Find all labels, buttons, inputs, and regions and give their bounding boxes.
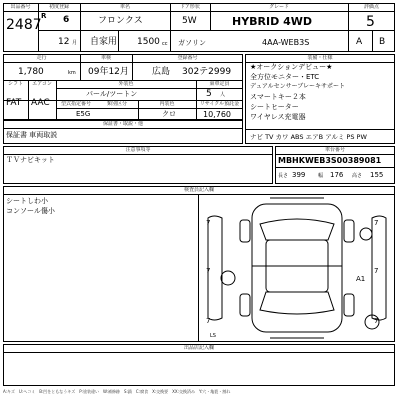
equipment-line: スマートキー２本 bbox=[250, 93, 306, 101]
model-label: 車名 bbox=[119, 4, 130, 10]
int-color-label: 内装色 bbox=[159, 101, 175, 107]
equipment-line: ワイヤレス充電器 bbox=[250, 113, 306, 121]
inspector-label: 検査員記入欄 bbox=[183, 187, 214, 193]
wheel-mark bbox=[360, 228, 372, 240]
ac-value: AAC bbox=[31, 98, 50, 108]
reg-month: 12 bbox=[58, 37, 70, 47]
capacity-label: 乗車定員 bbox=[209, 81, 230, 87]
grade-label: グレード bbox=[268, 4, 289, 10]
length-value: 399 bbox=[292, 171, 306, 179]
inspection-label: 車検 bbox=[100, 55, 111, 61]
doors-value: 5W bbox=[182, 16, 197, 26]
warranty-text: 保証書 車両取説 bbox=[6, 131, 58, 139]
equipment-options: ナビ TV カワ ABS エアB アルミ PS PW bbox=[250, 133, 367, 141]
vin-value: MBHKWEB3S00389081 bbox=[278, 156, 382, 165]
plate-number: 302テ2999 bbox=[182, 67, 232, 77]
int-color: クロ bbox=[162, 110, 176, 118]
plate-area: 広島 bbox=[152, 67, 171, 77]
lot-label: 出品番号 bbox=[10, 4, 31, 10]
reg-label: 初度登録 bbox=[48, 4, 69, 10]
doors-label: ドア形状 bbox=[180, 4, 200, 10]
grade-value: HYBRID 4WD bbox=[232, 15, 312, 28]
car-rear-window bbox=[260, 292, 334, 314]
capacity-value: 5 bbox=[206, 89, 212, 99]
ac-label: エアコン bbox=[32, 81, 52, 87]
warranty-label: 保証書・取説・他 bbox=[102, 121, 143, 127]
mileage-label: 走行 bbox=[36, 55, 47, 61]
car-windshield bbox=[260, 219, 334, 240]
displacement-unit: cc bbox=[162, 41, 168, 47]
equipment-line: デュアルセンサーブレーキサポート bbox=[250, 83, 346, 90]
bracket-mark: 7 bbox=[206, 219, 211, 227]
usage: 自家用 bbox=[90, 37, 118, 47]
length-label: 長さ bbox=[278, 173, 289, 179]
lot-number: 2487 bbox=[6, 17, 42, 33]
color-value: パール/ツートン bbox=[86, 90, 138, 98]
model-code-label: 型式指定番号 bbox=[60, 101, 91, 107]
color-label: 外装色 bbox=[118, 81, 134, 87]
fuel-type: ガソリン bbox=[178, 39, 206, 47]
inspection-date: 09年12月 bbox=[88, 67, 129, 77]
score-label: 評価点 bbox=[363, 4, 379, 10]
model-name: フロンクス bbox=[98, 16, 143, 26]
height-label: 高さ bbox=[352, 173, 363, 179]
equipment-line: シートヒーター bbox=[250, 103, 299, 111]
plate-label: 登録番号 bbox=[177, 55, 198, 61]
mileage-value: 1,780 bbox=[18, 67, 44, 77]
capacity-unit: 人 bbox=[220, 92, 226, 98]
bracket-mark: 7 bbox=[374, 317, 379, 325]
ls-mark: LS bbox=[210, 333, 216, 339]
reg-month-unit: 月 bbox=[72, 40, 78, 46]
exterior-score: B bbox=[379, 37, 386, 47]
bracket-mark: 7 bbox=[206, 267, 211, 275]
recycle-fee: 10,760 bbox=[203, 110, 231, 119]
displacement: 1500 bbox=[137, 37, 160, 47]
wheel-mark bbox=[221, 271, 235, 285]
equipment-line: 全方位モニター・ETC bbox=[250, 73, 320, 81]
overall-score: 5 bbox=[366, 14, 375, 30]
reg-year: 6 bbox=[63, 15, 70, 25]
bracket-mark: 7 bbox=[374, 219, 379, 227]
color-no: E5G bbox=[76, 110, 91, 118]
interior-score: A bbox=[356, 37, 363, 47]
inspector-line: シートしわ小 bbox=[6, 197, 48, 205]
chassis-code: 4AA-WEB3S bbox=[262, 38, 310, 47]
car-damage-diagram bbox=[200, 194, 394, 342]
bracket-mark: 7 bbox=[374, 267, 379, 275]
equipment-label: 装備・仕様 bbox=[307, 55, 333, 61]
equipment-line: ★オークションデビュー★ bbox=[250, 63, 333, 71]
shift-value: FAT bbox=[6, 98, 22, 108]
vin-label: 車台番号 bbox=[324, 147, 345, 153]
exhibitor-label: 出品店記入欄 bbox=[183, 345, 214, 351]
shift-label: シフト bbox=[7, 81, 23, 87]
legend-text: A:キズ U:へコミ B:凹をともなうキズ P:塗装違い W:補修跡 S:錆 C:腐食 X:交換要 XX:交換済み Y:穴・亀裂・割れ bbox=[3, 389, 231, 394]
mileage-unit: km bbox=[68, 70, 76, 76]
width-value: 176 bbox=[330, 171, 344, 179]
damage-code: A1 bbox=[356, 275, 366, 283]
inspector-line: コンソール傷小 bbox=[6, 207, 55, 215]
notes-label: 注意事項等 bbox=[125, 147, 151, 153]
recycle-label: リサイクル預託金 bbox=[199, 101, 240, 107]
class-label: 類別区分 bbox=[106, 101, 127, 107]
bracket-mark: 7 bbox=[206, 317, 211, 325]
reg-era: R bbox=[41, 12, 47, 20]
notes-text: ＴＶナビキット bbox=[6, 156, 55, 164]
width-label: 幅 bbox=[318, 173, 324, 179]
height-value: 155 bbox=[370, 171, 384, 179]
